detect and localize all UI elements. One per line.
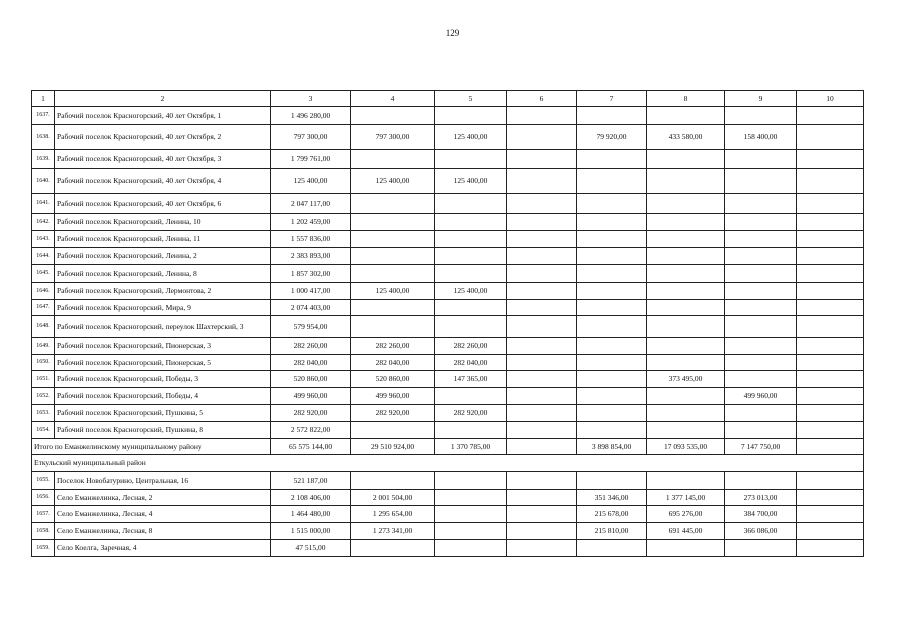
column-header: 6 <box>507 91 577 107</box>
value-cell-c3: 125 400,00 <box>271 169 351 194</box>
row-number: 1647. <box>32 300 55 316</box>
row-number: 1658. <box>32 523 55 540</box>
value-cell-c9 <box>725 371 797 388</box>
address-cell: Рабочий поселок Красногорский, Победы, 4 <box>55 388 271 405</box>
summary-row <box>32 439 864 455</box>
value-cell-c3: 520 860,00 <box>271 371 351 388</box>
row-number: 1648. <box>32 316 55 338</box>
value-cell-c8 <box>647 338 725 355</box>
value-cell-c9 <box>725 540 797 557</box>
value-cell-c7 <box>577 540 647 557</box>
value-cell-c4 <box>351 194 435 214</box>
address-cell: Рабочий поселок Красногорский, 40 лет Октября, 4 <box>55 169 271 194</box>
value-cell-c10 <box>797 472 864 490</box>
summary-value-c5: 1 370 785,00 <box>435 439 507 455</box>
value-cell-c4: 520 860,00 <box>351 371 435 388</box>
row-number: 1643. <box>32 231 55 248</box>
table-row <box>32 388 864 405</box>
value-cell-c9: 158 400,00 <box>725 125 797 150</box>
value-cell-c7 <box>577 194 647 214</box>
value-cell-c4 <box>351 248 435 265</box>
value-cell-c7 <box>577 231 647 248</box>
value-cell-c8 <box>647 300 725 316</box>
value-cell-c10 <box>797 338 864 355</box>
value-cell-c3: 2 047 117,00 <box>271 194 351 214</box>
column-header: 10 <box>797 91 864 107</box>
value-cell-c6 <box>507 265 577 283</box>
value-cell-c7 <box>577 316 647 338</box>
value-cell-c4: 2 001 504,00 <box>351 490 435 506</box>
row-number: 1649. <box>32 338 55 355</box>
value-cell-c10 <box>797 422 864 439</box>
row-number: 1639. <box>32 150 55 169</box>
value-cell-c3: 47 515,00 <box>271 540 351 557</box>
value-cell-c7: 351 346,00 <box>577 490 647 506</box>
value-cell-c6 <box>507 248 577 265</box>
value-cell-c8: 695 276,00 <box>647 506 725 523</box>
value-cell-c5 <box>435 506 507 523</box>
value-cell-c9 <box>725 214 797 231</box>
row-number: 1645. <box>32 265 55 283</box>
value-cell-c9 <box>725 355 797 371</box>
summary-value-c3: 65 575 144,00 <box>271 439 351 455</box>
value-cell-c4 <box>351 150 435 169</box>
column-header-row <box>32 91 864 107</box>
value-cell-c6 <box>507 490 577 506</box>
address-cell: Рабочий поселок Красногорский, 40 лет Октября, 1 <box>55 107 271 125</box>
column-header: 9 <box>725 91 797 107</box>
value-cell-c6 <box>507 316 577 338</box>
page-number: 129 <box>445 28 460 38</box>
value-cell-c10 <box>797 169 864 194</box>
value-cell-c9 <box>725 169 797 194</box>
address-cell: Рабочий поселок Красногорский, Ленина, 11 <box>55 231 271 248</box>
value-cell-c4: 282 260,00 <box>351 338 435 355</box>
table-row <box>32 194 864 214</box>
address-cell: Рабочий поселок Красногорский, 40 лет Октября, 3 <box>55 150 271 169</box>
value-cell-c10 <box>797 283 864 300</box>
value-cell-c5: 125 400,00 <box>435 169 507 194</box>
value-cell-c7 <box>577 405 647 422</box>
value-cell-c5 <box>435 265 507 283</box>
value-cell-c4 <box>351 214 435 231</box>
summary-label: Итого по Еманжелинскому муниципальному району <box>32 439 271 455</box>
value-cell-c10 <box>797 355 864 371</box>
value-cell-c7 <box>577 248 647 265</box>
row-number: 1637. <box>32 107 55 125</box>
address-cell: Рабочий поселок Красногорский, 40 лет Октября, 6 <box>55 194 271 214</box>
row-number: 1641. <box>32 194 55 214</box>
row-number: 1638. <box>32 125 55 150</box>
column-header: 1 <box>32 91 55 107</box>
value-cell-c5 <box>435 472 507 490</box>
value-cell-c8 <box>647 316 725 338</box>
value-cell-c4: 282 920,00 <box>351 405 435 422</box>
value-cell-c5: 147 365,00 <box>435 371 507 388</box>
value-cell-c5 <box>435 300 507 316</box>
value-cell-c9 <box>725 150 797 169</box>
value-cell-c4: 1 273 341,00 <box>351 523 435 540</box>
value-cell-c5 <box>435 540 507 557</box>
table-row <box>32 540 864 557</box>
value-cell-c4: 1 295 654,00 <box>351 506 435 523</box>
value-cell-c6 <box>507 107 577 125</box>
value-cell-c7 <box>577 265 647 283</box>
value-cell-c6 <box>507 422 577 439</box>
value-cell-c7: 215 678,00 <box>577 506 647 523</box>
value-cell-c10 <box>797 490 864 506</box>
value-cell-c3: 282 040,00 <box>271 355 351 371</box>
value-cell-c5 <box>435 248 507 265</box>
value-cell-c8: 691 445,00 <box>647 523 725 540</box>
row-number: 1659. <box>32 540 55 557</box>
value-cell-c7 <box>577 283 647 300</box>
value-cell-c6 <box>507 540 577 557</box>
address-cell: Рабочий поселок Красногорский, Ленина, 8 <box>55 265 271 283</box>
table-row <box>32 214 864 231</box>
value-cell-c9 <box>725 300 797 316</box>
value-cell-c4 <box>351 265 435 283</box>
table-body <box>32 91 864 557</box>
table-row <box>32 422 864 439</box>
value-cell-c9: 366 086,00 <box>725 523 797 540</box>
value-cell-c9 <box>725 248 797 265</box>
value-cell-c3: 2 108 406,00 <box>271 490 351 506</box>
value-cell-c3: 1 857 302,00 <box>271 265 351 283</box>
address-cell: Рабочий поселок Красногорский, Пушкина, 8 <box>55 422 271 439</box>
table-row <box>32 231 864 248</box>
table-row <box>32 150 864 169</box>
table-row <box>32 316 864 338</box>
row-number: 1657. <box>32 506 55 523</box>
value-cell-c6 <box>507 523 577 540</box>
value-cell-c8 <box>647 194 725 214</box>
value-cell-c8 <box>647 169 725 194</box>
address-cell: Рабочий поселок Красногорский, Пионерская, 3 <box>55 338 271 355</box>
value-cell-c3: 499 960,00 <box>271 388 351 405</box>
address-cell: Рабочий поселок Красногорский, Ленина, 2 <box>55 248 271 265</box>
column-header: 8 <box>647 91 725 107</box>
value-cell-c6 <box>507 150 577 169</box>
value-cell-c8 <box>647 540 725 557</box>
value-cell-c10 <box>797 248 864 265</box>
table-row <box>32 283 864 300</box>
value-cell-c4: 797 300,00 <box>351 125 435 150</box>
value-cell-c10 <box>797 265 864 283</box>
table-row <box>32 371 864 388</box>
table-row <box>32 523 864 540</box>
value-cell-c10 <box>797 540 864 557</box>
summary-value-c4: 29 510 924,00 <box>351 439 435 455</box>
value-cell-c10 <box>797 150 864 169</box>
value-cell-c9 <box>725 422 797 439</box>
value-cell-c6 <box>507 231 577 248</box>
value-cell-c9: 499 960,00 <box>725 388 797 405</box>
value-cell-c5: 125 400,00 <box>435 283 507 300</box>
value-cell-c5: 282 260,00 <box>435 338 507 355</box>
value-cell-c5 <box>435 107 507 125</box>
column-header: 5 <box>435 91 507 107</box>
address-cell: Село Еманжелинка, Лесная, 2 <box>55 490 271 506</box>
address-cell: Село Коелга, Заречная, 4 <box>55 540 271 557</box>
value-cell-c9 <box>725 283 797 300</box>
value-cell-c7 <box>577 150 647 169</box>
row-number: 1653. <box>32 405 55 422</box>
value-cell-c6 <box>507 355 577 371</box>
value-cell-c5 <box>435 523 507 540</box>
value-cell-c7 <box>577 388 647 405</box>
value-cell-c10 <box>797 214 864 231</box>
value-cell-c5 <box>435 316 507 338</box>
row-number: 1640. <box>32 169 55 194</box>
value-cell-c7: 215 810,00 <box>577 523 647 540</box>
value-cell-c5 <box>435 194 507 214</box>
value-cell-c3: 521 187,00 <box>271 472 351 490</box>
value-cell-c4 <box>351 316 435 338</box>
value-cell-c7 <box>577 422 647 439</box>
value-cell-c4: 282 040,00 <box>351 355 435 371</box>
summary-value-c10 <box>797 439 864 455</box>
value-cell-c8 <box>647 355 725 371</box>
value-cell-c10 <box>797 388 864 405</box>
value-cell-c9 <box>725 107 797 125</box>
summary-value-c6 <box>507 439 577 455</box>
value-cell-c6 <box>507 214 577 231</box>
summary-value-c8: 17 093 535,00 <box>647 439 725 455</box>
row-number: 1654. <box>32 422 55 439</box>
value-cell-c6 <box>507 169 577 194</box>
value-cell-c4 <box>351 540 435 557</box>
value-cell-c10 <box>797 125 864 150</box>
value-cell-c9 <box>725 316 797 338</box>
table-row <box>32 355 864 371</box>
table-row <box>32 300 864 316</box>
value-cell-c9 <box>725 405 797 422</box>
table-row <box>32 405 864 422</box>
value-cell-c3: 2 383 893,00 <box>271 248 351 265</box>
table-row <box>32 169 864 194</box>
row-number: 1646. <box>32 283 55 300</box>
value-cell-c8 <box>647 248 725 265</box>
value-cell-c3: 1 202 459,00 <box>271 214 351 231</box>
value-cell-c5: 125 400,00 <box>435 125 507 150</box>
value-cell-c6 <box>507 338 577 355</box>
value-cell-c8 <box>647 150 725 169</box>
value-cell-c8 <box>647 107 725 125</box>
summary-value-c7: 3 898 854,00 <box>577 439 647 455</box>
row-number: 1650. <box>32 355 55 371</box>
value-cell-c5 <box>435 231 507 248</box>
value-cell-c6 <box>507 405 577 422</box>
value-cell-c9 <box>725 338 797 355</box>
value-cell-c3: 1 799 761,00 <box>271 150 351 169</box>
row-number: 1642. <box>32 214 55 231</box>
address-cell: Рабочий поселок Красногорский, Пушкина, 5 <box>55 405 271 422</box>
value-cell-c7: 79 920,00 <box>577 125 647 150</box>
address-cell: Рабочий поселок Красногорский, Победы, 3 <box>55 371 271 388</box>
value-cell-c4 <box>351 107 435 125</box>
value-cell-c9 <box>725 265 797 283</box>
value-cell-c3: 282 920,00 <box>271 405 351 422</box>
value-cell-c5 <box>435 490 507 506</box>
value-cell-c8 <box>647 405 725 422</box>
value-cell-c8 <box>647 472 725 490</box>
table-row <box>32 248 864 265</box>
column-header: 4 <box>351 91 435 107</box>
value-cell-c3: 579 954,00 <box>271 316 351 338</box>
value-cell-c10 <box>797 405 864 422</box>
value-cell-c4 <box>351 231 435 248</box>
value-cell-c8: 433 580,00 <box>647 125 725 150</box>
value-cell-c7 <box>577 355 647 371</box>
value-cell-c6 <box>507 388 577 405</box>
register-table <box>31 90 864 557</box>
value-cell-c10 <box>797 523 864 540</box>
value-cell-c9: 384 700,00 <box>725 506 797 523</box>
value-cell-c5 <box>435 150 507 169</box>
value-cell-c6 <box>507 371 577 388</box>
value-cell-c10 <box>797 371 864 388</box>
value-cell-c6 <box>507 472 577 490</box>
value-cell-c3: 1 464 480,00 <box>271 506 351 523</box>
table-row <box>32 338 864 355</box>
row-number: 1652. <box>32 388 55 405</box>
value-cell-c8: 373 495,00 <box>647 371 725 388</box>
value-cell-c10 <box>797 231 864 248</box>
value-cell-c6 <box>507 506 577 523</box>
value-cell-c7 <box>577 169 647 194</box>
value-cell-c3: 1 496 280,00 <box>271 107 351 125</box>
row-number: 1656. <box>32 490 55 506</box>
value-cell-c8 <box>647 388 725 405</box>
address-cell: Рабочий поселок Красногорский, Ленина, 10 <box>55 214 271 231</box>
value-cell-c5: 282 920,00 <box>435 405 507 422</box>
value-cell-c7 <box>577 472 647 490</box>
value-cell-c6 <box>507 194 577 214</box>
value-cell-c5: 282 040,00 <box>435 355 507 371</box>
value-cell-c7 <box>577 338 647 355</box>
address-cell: Рабочий поселок Красногорский, Мира, 9 <box>55 300 271 316</box>
table-row <box>32 490 864 506</box>
table-row <box>32 506 864 523</box>
value-cell-c8 <box>647 214 725 231</box>
value-cell-c7 <box>577 300 647 316</box>
value-cell-c7 <box>577 214 647 231</box>
value-cell-c10 <box>797 316 864 338</box>
column-header: 2 <box>55 91 271 107</box>
value-cell-c6 <box>507 283 577 300</box>
value-cell-c8 <box>647 422 725 439</box>
address-cell: Рабочий поселок Красногорский, 40 лет Октября, 2 <box>55 125 271 150</box>
summary-value-c9: 7 147 750,00 <box>725 439 797 455</box>
address-cell: Рабочий поселок Красногорский, переулок Шахтерский, 3 <box>55 316 271 338</box>
value-cell-c4 <box>351 300 435 316</box>
column-header: 3 <box>271 91 351 107</box>
value-cell-c5 <box>435 422 507 439</box>
value-cell-c8: 1 377 145,00 <box>647 490 725 506</box>
value-cell-c4 <box>351 422 435 439</box>
value-cell-c3: 2 572 822,00 <box>271 422 351 439</box>
value-cell-c3: 1 557 836,00 <box>271 231 351 248</box>
row-number: 1655. <box>32 472 55 490</box>
value-cell-c9 <box>725 194 797 214</box>
table-row <box>32 265 864 283</box>
row-number: 1644. <box>32 248 55 265</box>
table-row <box>32 107 864 125</box>
value-cell-c4: 499 960,00 <box>351 388 435 405</box>
address-cell: Рабочий поселок Красногорский, Пионерская, 5 <box>55 355 271 371</box>
value-cell-c7 <box>577 371 647 388</box>
value-cell-c5 <box>435 214 507 231</box>
value-cell-c9 <box>725 231 797 248</box>
value-cell-c10 <box>797 300 864 316</box>
value-cell-c4 <box>351 472 435 490</box>
address-cell: Село Еманжелинка, Лесная, 4 <box>55 506 271 523</box>
value-cell-c5 <box>435 388 507 405</box>
address-cell: Поселок Новобатурино, Центральная, 16 <box>55 472 271 490</box>
row-number: 1651. <box>32 371 55 388</box>
section-title: Еткульский муниципальный район <box>32 455 864 472</box>
value-cell-c10 <box>797 506 864 523</box>
value-cell-c9: 273 013,00 <box>725 490 797 506</box>
value-cell-c9 <box>725 472 797 490</box>
value-cell-c10 <box>797 194 864 214</box>
value-cell-c3: 1 515 000,00 <box>271 523 351 540</box>
address-cell: Рабочий поселок Красногорский, Лермонтова, 2 <box>55 283 271 300</box>
table-row <box>32 472 864 490</box>
value-cell-c4: 125 400,00 <box>351 283 435 300</box>
value-cell-c6 <box>507 125 577 150</box>
column-header: 7 <box>577 91 647 107</box>
value-cell-c6 <box>507 300 577 316</box>
address-cell: Село Еманжелинка, Лесная, 8 <box>55 523 271 540</box>
value-cell-c3: 2 074 403,00 <box>271 300 351 316</box>
value-cell-c3: 1 000 417,00 <box>271 283 351 300</box>
table-row <box>32 125 864 150</box>
value-cell-c8 <box>647 231 725 248</box>
value-cell-c8 <box>647 283 725 300</box>
value-cell-c3: 282 260,00 <box>271 338 351 355</box>
value-cell-c3: 797 300,00 <box>271 125 351 150</box>
value-cell-c10 <box>797 107 864 125</box>
value-cell-c7 <box>577 107 647 125</box>
value-cell-c8 <box>647 265 725 283</box>
section-header-row <box>32 455 864 472</box>
value-cell-c4: 125 400,00 <box>351 169 435 194</box>
